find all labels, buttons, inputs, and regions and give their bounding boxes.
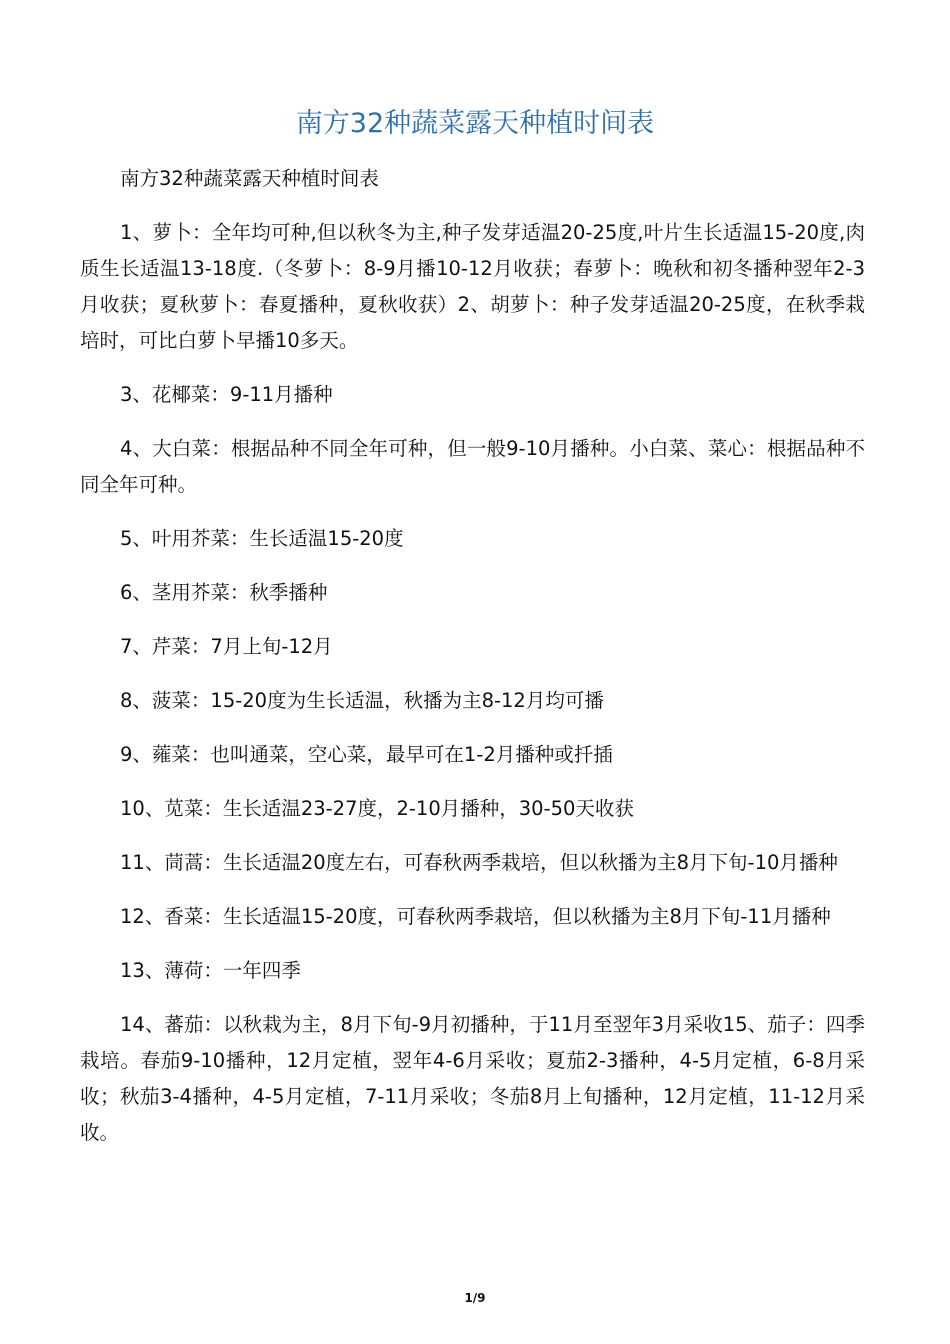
paragraph-cauliflower: 3、花椰菜：9-11月播种 [120, 383, 333, 406]
paragraph-intro: 南方32种蔬菜露天种植时间表 [120, 167, 379, 190]
page-number: 1/9 [464, 1291, 486, 1305]
document-title: 南方32种蔬菜露天种植时间表 [295, 108, 655, 139]
paragraph-coriander: 12、香菜：生长适温15-20度，可春秋两季栽培，但以秋播为主8月下旬-11月播种 [120, 905, 831, 928]
paragraph-stem-mustard: 6、茎用芥菜：秋季播种 [120, 581, 328, 604]
paragraph-water-spinach: 9、蕹菜：也叫通菜，空心菜，最早可在1-2月播种或扦插 [120, 743, 613, 766]
paragraph-radish-carrot: 1、萝卜：全年均可种,但以秋冬为主,种子发芽适温20-25度,叶片生长适温15-20度,肉质生长适温13-18度.（冬萝卜：8-9月播10-12月收获；春萝卜：晚秋和初冬播种翌年2-3月收获；夏秋萝卜：春夏播种，夏秋收获）2、胡萝卜：种子发芽适温20-25度，在秋季栽培时，可比白萝卜早播10多天。 [80, 221, 865, 352]
paragraph-celery: 7、芹菜：7月上旬-12月 [120, 635, 333, 658]
paragraph-mint: 13、薄荷：一年四季 [120, 959, 301, 982]
paragraph-leaf-mustard: 5、叶用芥菜：生长适温15-20度 [120, 527, 404, 550]
paragraph-tomato-eggplant: 14、蕃茄：以秋栽为主，8月下旬-9月初播种，于11月至翌年3月采收15、茄子：四季栽培。春茄9-10播种，12月定植，翌年4-6月采收；夏茄2-3播种，4-5月定植，6-8月采收；秋茄3-4播种，4-5月定植，7-11月采收；冬茄8月上旬播种，12月定植，11-12月采收。 [80, 1013, 865, 1144]
paragraph-spinach: 8、菠菜：15-20度为生长适温，秋播为主8-12月均可播 [120, 689, 604, 712]
paragraph-crown-daisy: 11、茼蒿：生长适温20度左右，可春秋两季栽培，但以秋播为主8月下旬-10月播种 [120, 851, 838, 874]
paragraph-amaranth: 10、苋菜：生长适温23-27度，2-10月播种，30-50天收获 [120, 797, 634, 820]
document-body [80, 161, 865, 1169]
paragraph-chinese-cabbage: 4、大白菜：根据品种不同全年可种，但一般9-10月播种。小白菜、菜心：根据品种不同全年可种。 [80, 437, 865, 496]
